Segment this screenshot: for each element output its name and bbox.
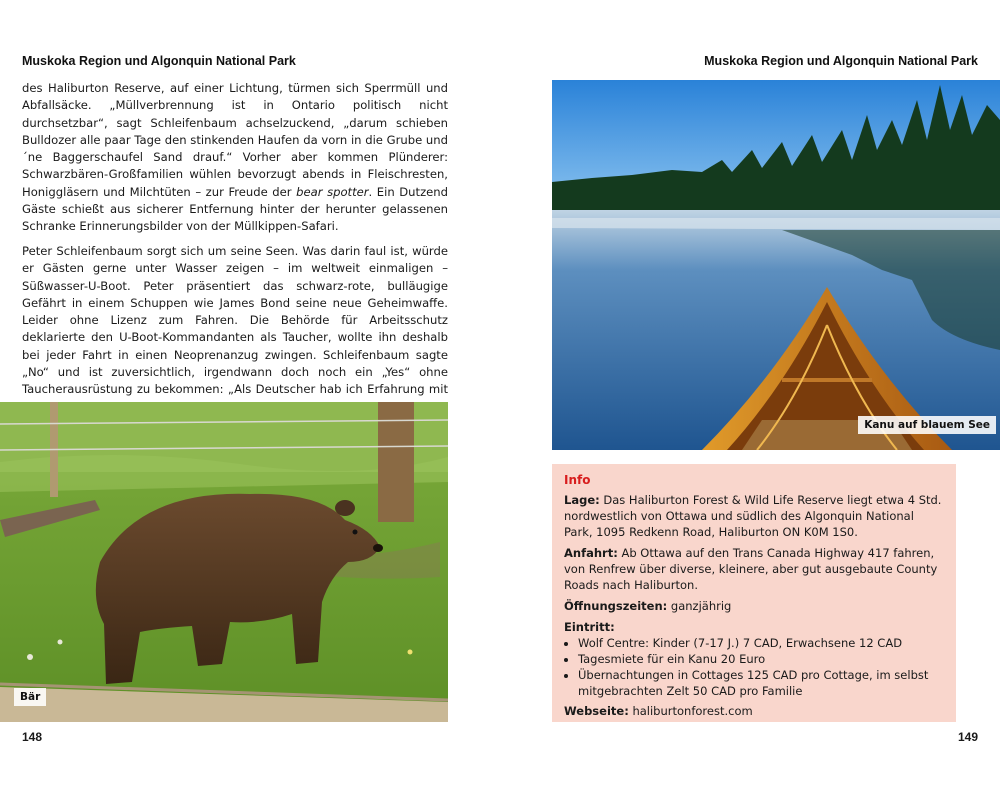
list-item: • Wolf Centre: Kinder (7-17 J.) 7 CAD, Erwachsene 12 CAD xyxy=(578,635,944,651)
info-anfahrt xyxy=(564,545,944,593)
bear-caption: Bär xyxy=(14,688,46,706)
body-paragraph-2: Peter Schleifenbaum sorgt sich um seine Seen. Was darin faul ist, würde er Gästen gerne unter Wasser zeigen – im weltweit einmaligen – Süßwasser-U-Boot. Peter präsentiert das schwarz-rote, bulläugige Gefährt in einem Schuppen wie James Bond seine neue Geheimwaffe. Leider ohne Lizenz zum Fahren. Die Behörde für Arbeitsschutz deklarierte den U-Boot-Kommandanten als Taucher, wollte ihn deshalb bei jeder Fahrt in einen Neoprenanzug zwingen. Schleifenbaum sagte „No“ und ist zuversichtlich, irgendwann doch noch ein „Yes“ ohne Taucherausrüstung zu bekommen: „Als Deutscher hab ich Erfahrung mit xyxy=(22,244,448,397)
info-webseite-link[interactable]: haliburtonforest.com xyxy=(628,704,753,718)
list-item: • Tagesmiete für ein Kanu 20 Euro xyxy=(578,651,944,667)
info-lage-label: Lage: xyxy=(564,493,600,507)
page-number-right: 149 xyxy=(957,730,978,744)
info-eintritt xyxy=(564,619,944,635)
list-item: • Übernachtungen in Cottages 125 CAD pro Cottage, im selbst mitgebrachten Zelt 50 CAD pro Familie xyxy=(578,667,944,699)
canoe-photo xyxy=(552,80,1000,450)
info-lage xyxy=(564,492,944,540)
info-anfahrt-label: Anfahrt: xyxy=(564,546,618,560)
running-head-right: Muskoka Region und Algonquin National Park xyxy=(704,54,978,68)
para1-text-b: . Ein Dutzend Gäste schießt aus sicherer Entfernung hinter der herunter gelassenen Schranke Erinnerungsbilder von der Müllkippen-Safari. xyxy=(22,184,448,234)
body-paragraph-1 xyxy=(22,80,448,236)
running-head-left: Muskoka Region und Algonquin National Park xyxy=(22,54,296,68)
para1-text-a: des Haliburton Reserve, auf einer Lichtung, türmen sich Sperrmüll und Abfallsäcke. „Müllverbrennung ist in Ontario politisch nicht durchsetzbar“, sagt Schleifenbaum achselzuckend, „darum schieben Bulldozer alle paar Tage den stinkenden Haufen da vorn in die Grube und ´ne Baggerschaufel Sand drauf.“ Vorher aber kommen Plünderer: Schwarzbären-Großfamilien wühlen bevorzugt abends in Fleischresten, Honiggläsern und Milchtüten – zur Freude der xyxy=(22,81,448,199)
canoe-caption: Kanu auf blauem See xyxy=(858,416,996,434)
page-number-left: 148 xyxy=(22,730,43,744)
bear-photo xyxy=(0,402,448,722)
info-lage-text: Das Haliburton Forest & Wild Life Reserve liegt etwa 4 Std. nordwestlich von Ottawa und südlich des Algonquin National Park, 1095 Redkenn Road, Haliburton ON K0M 1S0. xyxy=(564,493,942,539)
info-title: Info xyxy=(564,473,591,487)
info-webseite xyxy=(564,703,944,719)
info-oeffnungszeiten-label: Öffnungszeiten: xyxy=(564,599,668,613)
bear-illustration xyxy=(0,402,448,722)
info-webseite-label: Webseite: xyxy=(564,704,629,718)
canoe-lake-illustration xyxy=(552,80,1000,450)
para1-emphasis: bear spotter xyxy=(296,184,369,199)
info-anfahrt-text: Ab Ottawa auf den Trans Canada Highway 417 fahren, von Renfrew über diverse, kleinere, aber gut ausgebaute County Roads nach Haliburton. xyxy=(564,546,938,592)
info-box xyxy=(552,464,956,722)
info-oeffnungszeiten xyxy=(564,598,944,614)
info-oeffnungszeiten-text: ganzjährig xyxy=(667,599,732,613)
info-eintritt-label: Eintritt: xyxy=(564,620,615,634)
info-eintritt-list xyxy=(564,635,944,699)
